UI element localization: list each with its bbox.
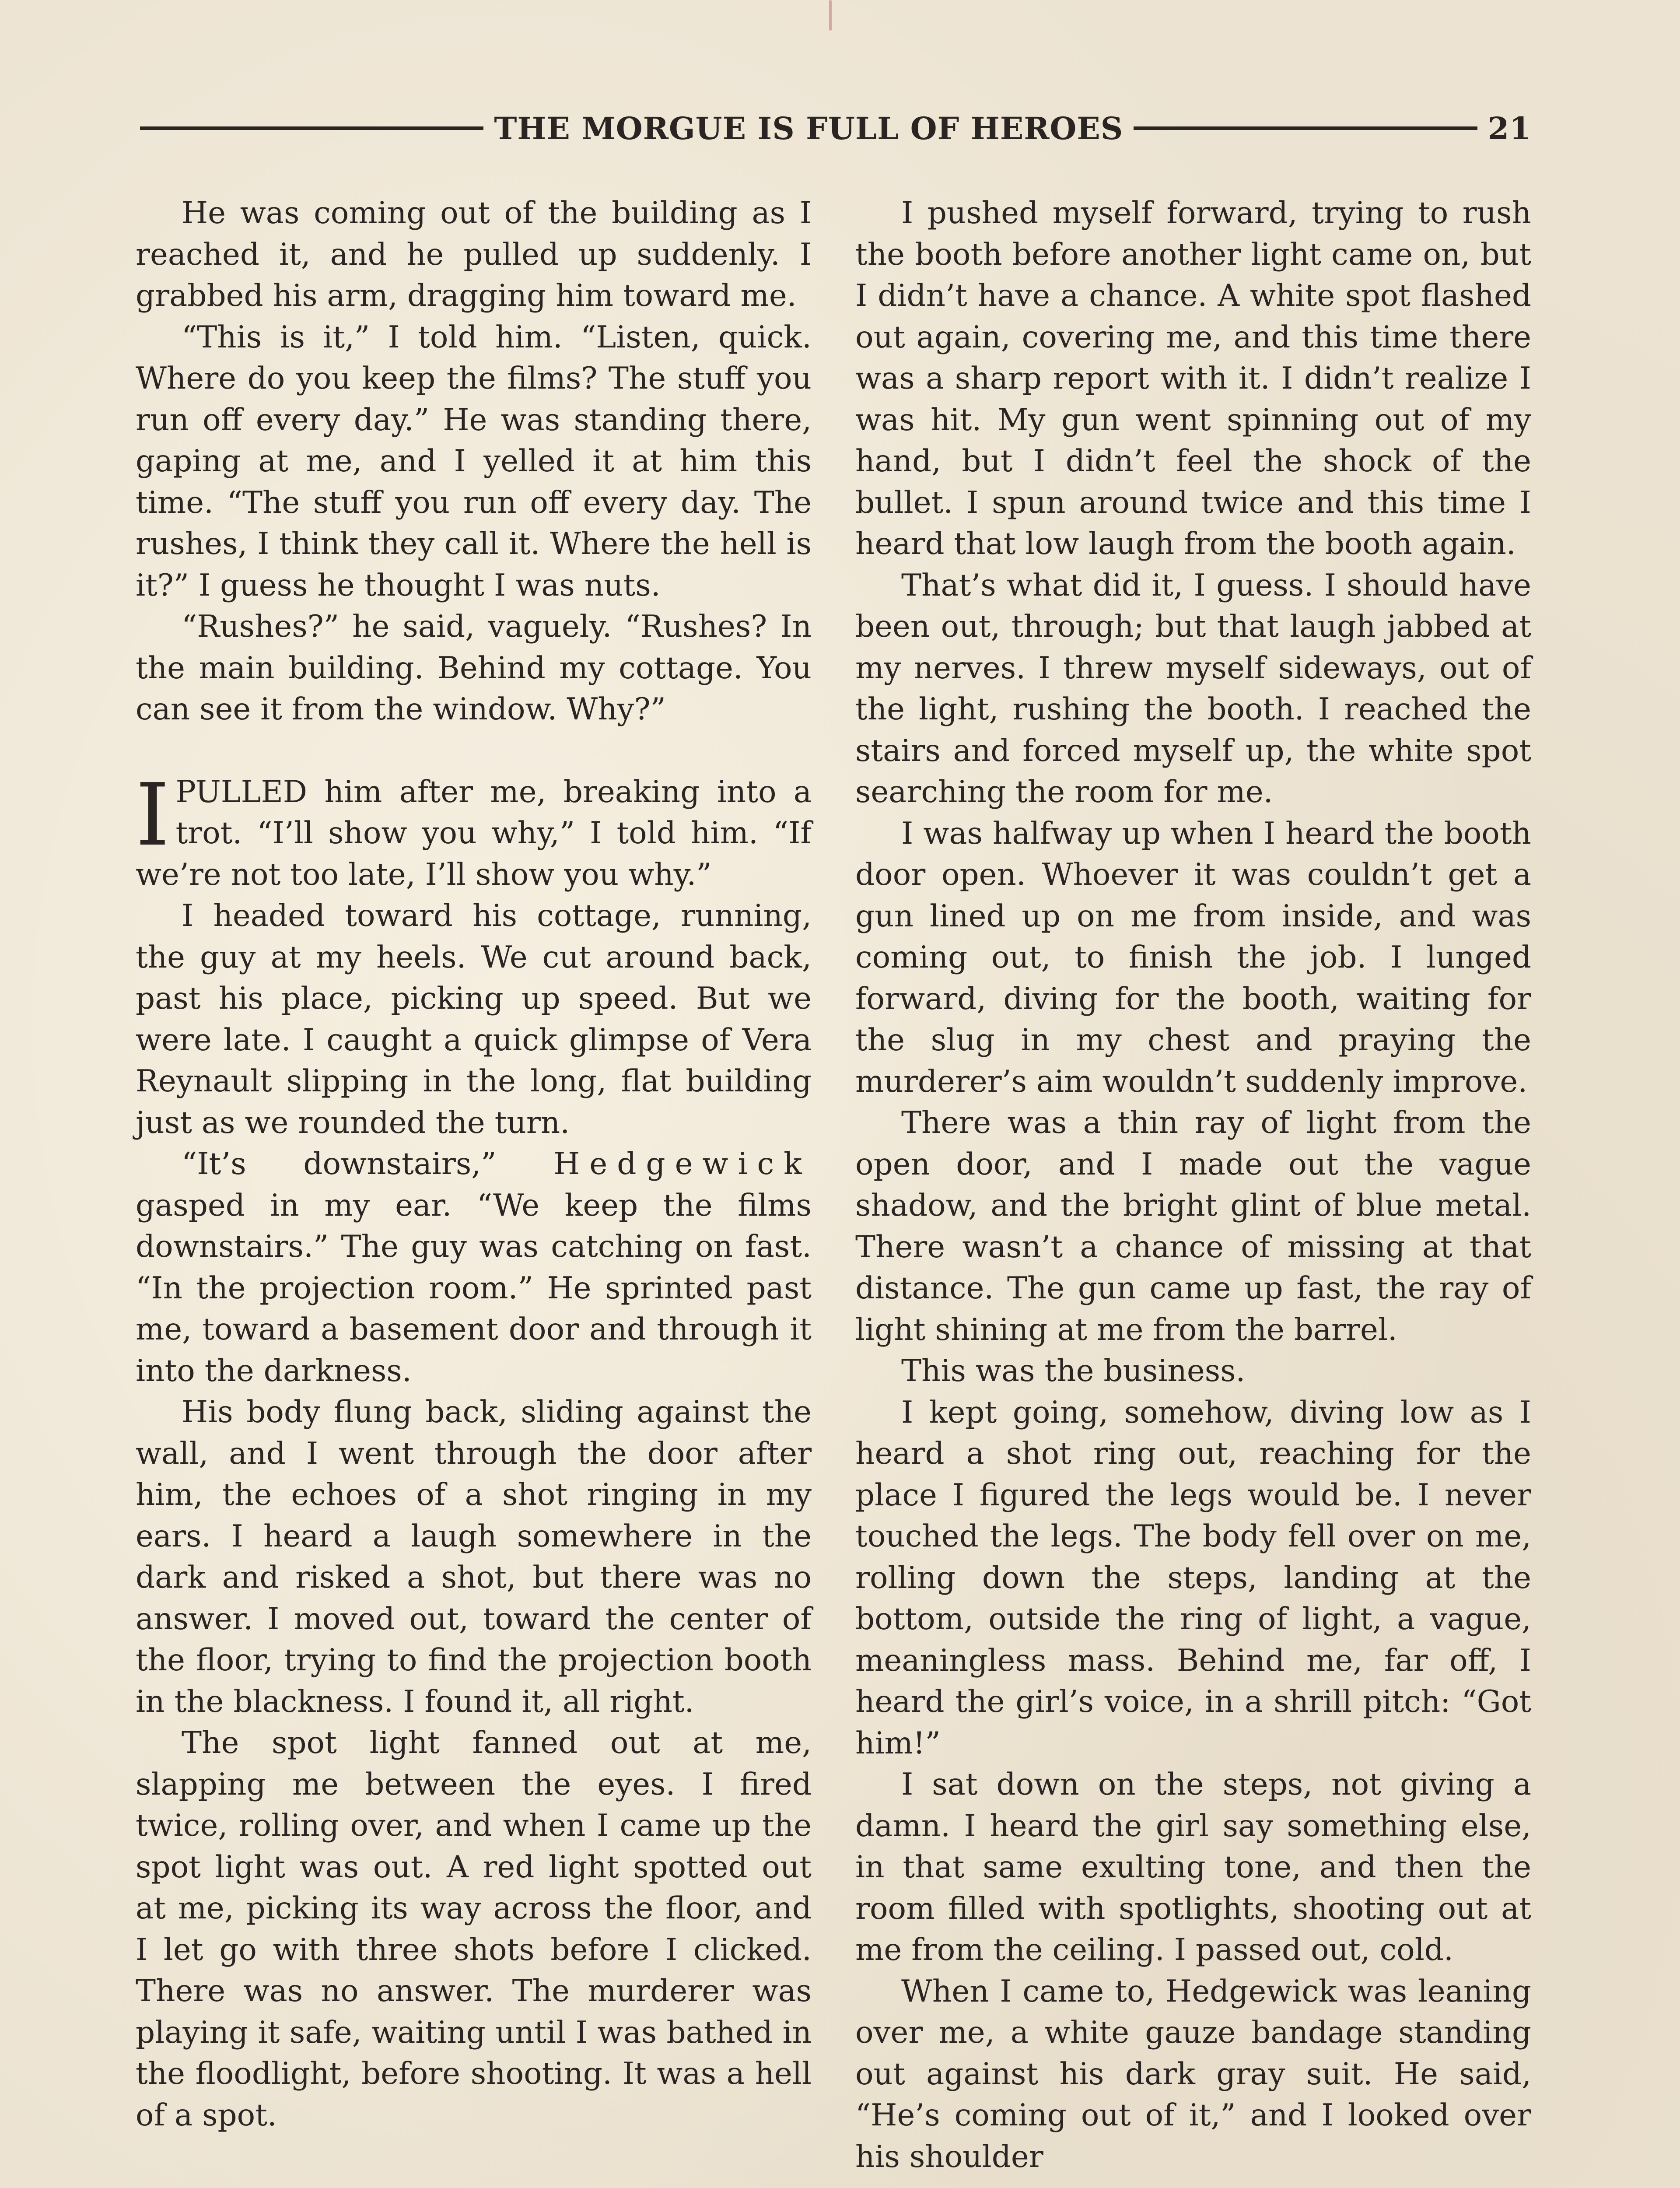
text-columns xyxy=(136,193,1531,2177)
character-name: Hedgewick xyxy=(553,1147,812,1182)
paragraph: I kept going, somehow, diving low as I heard a shot ring out, reaching for the place I figured the legs would be. I never touched the legs. The body fell over on me, rolling down the steps, landing at the bottom, outside the ring of light, a vague, meaningless mass. Behind me, far off, I heard the girl’s voice, in a shrill pitch: “Got him!” xyxy=(855,1395,1531,1761)
paragraph: I sat down on the steps, not giving a damn. I heard the girl say something else, in that same exulting tone, and then the room filled with spotlights, shooting out at me from the ceiling. I passed out, cold. xyxy=(855,1767,1531,1967)
page-number: 21 xyxy=(1488,110,1531,147)
section-opening-paragraph xyxy=(136,765,812,896)
paragraph-text: PULLED him after me, breaking into a trot. “I’ll show you why,” I told him. “If we’re not too late, I’ll show you why.” xyxy=(136,774,812,892)
page-blemish xyxy=(829,0,832,31)
paragraph-text: gasped in my ear. “We keep the films downstairs.” The guy was catching on fast. “In the projection room.” He sprinted past me, toward a basement door and through it into the darkness. xyxy=(136,1188,812,1389)
story-title: THE MORGUE IS FULL OF HEROES xyxy=(494,110,1124,147)
paragraph: He was coming out of the building as I reached it, and he pulled up suddenly. I grabbed his arm, dragging him toward me. xyxy=(136,196,812,313)
paragraph: His body flung back, sliding against the wall, and I went through the door after him, the echoes of a shot ringing in my ears. I heard a laugh somewhere in the dark and risked a shot, but there was no answer. I moved out, toward the center of the floor, trying to find the projection booth in the blackness. I found it, all right. xyxy=(136,1395,812,1719)
right-column xyxy=(855,193,1531,2177)
paragraph: The spot light fanned out at me, slapping me between the eyes. I fired twice, rolling over, and when I came up the spot light was out. A red light spotted out at me, picking its way across the floor, and I let go with three shots before I clicked. There was no answer. The murderer was playing it safe, waiting until I was bathed in the floodlight, before shooting. It was a hell of a spot. xyxy=(136,1725,812,2133)
header-rule-right xyxy=(1134,126,1477,130)
paragraph: When I came to, Hedgewick was leaning over me, a white gauze bandage standing out against his dark gray suit. He said, “He’s coming out of it,” and I looked over his shoulder xyxy=(855,1974,1531,2174)
paragraph: That’s what did it, I guess. I should have been out, through; but that laugh jabbed at my nerves. I threw myself sideways, out of the light, rushing the booth. I reached the stairs and forced myself up, the white spot searching the room for me. xyxy=(855,568,1531,810)
paragraph: “Rushes?” he said, vaguely. “Rushes? In the main building. Behind my cottage. You can see it from the window. Why?” xyxy=(136,609,812,727)
left-column xyxy=(136,193,812,2177)
drop-cap: I xyxy=(136,765,170,865)
paragraph: I was halfway up when I heard the booth door open. Whoever it was couldn’t get a gun lined up on me from inside, and was coming out, to finish the job. I lunged forward, diving for the booth, waiting for the slug in my chest and praying the murderer’s aim wouldn’t suddenly improve. xyxy=(855,816,1531,1099)
paragraph: I pushed myself forward, trying to rush the booth before another light came on, but I didn’t have a chance. A white spot flashed out again, covering me, and this time there was a sharp report with it. I didn’t realize I was hit. My gun went spinning out of my hand, but I didn’t feel the shock of the bullet. I spun around twice and this time I heard that low laugh from the booth again. xyxy=(855,196,1531,561)
paragraph xyxy=(136,1143,812,1392)
paragraph: There was a thin ray of light from the open door, and I made out the vague shadow, and the bright glint of blue metal. There wasn’t a chance of missing at that distance. The gun came up fast, the ray of light shining at me from the barrel. xyxy=(855,1105,1531,1347)
running-header xyxy=(140,104,1531,152)
header-rule-left xyxy=(140,126,483,130)
paragraph: I headed toward his cottage, running, the guy at my heels. We cut around back, past his place, picking up speed. But we were late. I caught a quick glimpse of Vera Reynault slipping in the long, flat building just as we rounded the turn. xyxy=(136,898,812,1140)
paragraph-text: “It’s downstairs,” xyxy=(182,1147,554,1182)
paragraph: “This is it,” I told him. “Listen, quick. Where do you keep the films? The stuff you run off every day.” He was standing there, gaping at me, and I yelled it at him this time. “The stuff you run off every day. The rushes, I think they call it. Where the hell is it?” I guess he thought I was nuts. xyxy=(136,319,812,603)
paragraph: This was the business. xyxy=(901,1353,1246,1389)
